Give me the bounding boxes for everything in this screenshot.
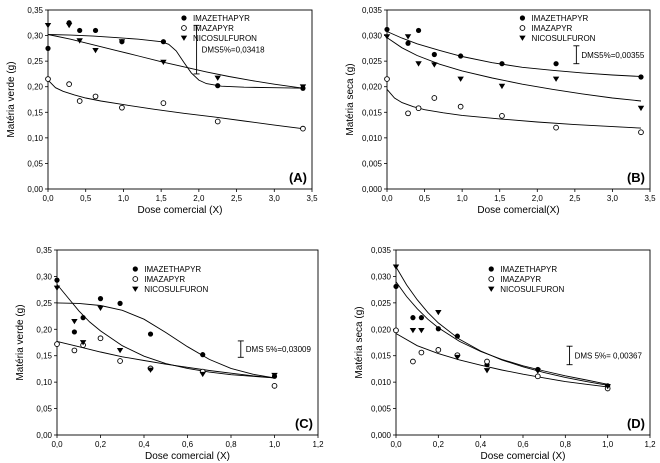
point-imazapyr <box>419 350 424 355</box>
point-imazapyr <box>554 125 559 130</box>
point-imazapyr <box>411 359 416 364</box>
point-imazethapyr <box>458 53 463 58</box>
x-tick-label: 0,2 <box>432 440 444 449</box>
panel-label: (A) <box>288 170 307 185</box>
legend-label: NICOSULFURON <box>144 285 209 294</box>
x-tick-label: 1,0 <box>268 440 281 449</box>
point-nicosulfuron <box>454 355 460 360</box>
dms-label: DMS5%=0,00355 <box>581 50 645 60</box>
point-imazethapyr <box>81 315 86 320</box>
x-tick-label: 1,2 <box>644 440 656 449</box>
point-imazapyr <box>46 77 51 82</box>
point-imazapyr <box>485 359 490 364</box>
point-nicosulfuron <box>54 286 60 291</box>
panel-label: (D) <box>626 416 645 431</box>
y-tick-label: 0,035 <box>361 6 382 15</box>
point-imazapyr <box>118 359 123 364</box>
point-nicosulfuron <box>638 106 644 111</box>
x-tick-label: 0,8 <box>559 440 571 449</box>
legend-label: NICOSULFURON <box>192 34 257 43</box>
dms-label: DMS5%=0,03418 <box>201 45 265 55</box>
legend-label: IMAZAPYR <box>144 275 186 284</box>
y-tick-label: 0,10 <box>36 378 52 388</box>
y-tick-label: 0,015 <box>361 108 382 118</box>
legend <box>519 14 595 43</box>
point-imazethapyr <box>98 296 103 301</box>
point-imazapyr <box>93 94 98 99</box>
y-tick-label: 0,30 <box>27 31 43 41</box>
point-imazethapyr <box>405 41 410 46</box>
point-nicosulfuron <box>147 368 153 373</box>
y-tick-label: 0,05 <box>36 404 52 414</box>
x-axis-title: Dose comercial (X) <box>137 205 223 216</box>
point-imazapyr <box>67 82 72 87</box>
point-nicosulfuron <box>457 77 463 82</box>
point-imazethapyr <box>553 61 558 66</box>
point-imazethapyr <box>215 83 220 88</box>
legend-marker-imazethapyr <box>520 15 525 20</box>
y-tick-label: 0,25 <box>36 298 52 308</box>
y-tick-label: 0,00 <box>36 431 52 440</box>
point-nicosulfuron <box>71 319 77 324</box>
point-imazethapyr <box>393 284 398 289</box>
fit-curve-imazethapyr <box>396 282 608 385</box>
x-tick-label: 2,0 <box>193 194 205 203</box>
fit-curve-nicosulfuron <box>387 38 641 101</box>
point-imazethapyr <box>416 28 421 33</box>
point-imazethapyr <box>455 334 460 339</box>
fit-curve-imazethapyr <box>57 303 275 378</box>
point-imazapyr <box>639 130 644 135</box>
point-imazapyr <box>458 104 463 109</box>
point-nicosulfuron <box>393 265 399 270</box>
point-nicosulfuron <box>66 23 72 28</box>
y-tick-label: 0,20 <box>27 82 43 92</box>
x-tick-label: 0,5 <box>419 194 431 203</box>
dms-label: DMS 5%=0,03009 <box>245 345 311 355</box>
fit-curve-imazapyr <box>387 89 641 128</box>
legend-label: IMAZAPYR <box>192 24 234 33</box>
x-axis-title: Dose comercial (X) <box>144 451 231 462</box>
y-axis-title: Matéria seca (g) <box>354 306 365 379</box>
y-tick-label: 0,010 <box>370 378 391 388</box>
legend-marker-nicosulfuron <box>132 287 138 292</box>
y-tick-label: 0,030 <box>370 272 391 282</box>
y-tick-label: 0,10 <box>27 133 43 143</box>
point-imazapyr <box>72 348 77 353</box>
y-tick-label: 0,025 <box>370 298 391 308</box>
x-tick-label: 3,0 <box>268 194 280 203</box>
point-imazapyr <box>416 106 421 111</box>
point-imazethapyr <box>432 52 437 57</box>
x-tick-label: 0,0 <box>390 440 402 449</box>
y-axis-title: Matéria verde (g) <box>6 61 17 138</box>
x-tick-label: 1,2 <box>312 440 324 449</box>
point-nicosulfuron <box>215 76 221 81</box>
panel-label: (C) <box>294 416 313 431</box>
panel-b <box>345 6 656 216</box>
x-tick-label: 0,5 <box>80 194 92 203</box>
y-tick-label: 0,30 <box>36 272 52 282</box>
point-imazethapyr <box>54 278 59 283</box>
y-axis-title: Matéria verde (g) <box>15 304 26 381</box>
point-imazapyr <box>98 336 103 341</box>
x-tick-label: 1,5 <box>494 194 506 203</box>
y-tick-label: 0,005 <box>361 159 382 169</box>
legend <box>488 265 564 294</box>
point-imazapyr <box>406 111 411 116</box>
x-tick-label: 3,5 <box>644 194 656 203</box>
y-tick-label: 0,00 <box>27 185 43 194</box>
y-axis-title: Matéria seca (g) <box>345 63 356 136</box>
point-nicosulfuron <box>415 61 421 66</box>
point-imazapyr <box>436 348 441 353</box>
y-tick-label: 0,030 <box>361 31 382 41</box>
point-imazapyr <box>535 374 540 379</box>
y-tick-label: 0,35 <box>36 246 52 255</box>
plot-frame <box>387 10 650 189</box>
point-imazethapyr <box>161 39 166 44</box>
legend-marker-imazethapyr <box>133 266 138 271</box>
x-tick-label: 1,0 <box>117 194 129 203</box>
point-imazapyr <box>385 77 390 82</box>
point-imazapyr <box>432 96 437 101</box>
legend-label: IMAZAPYR <box>500 275 542 284</box>
legend-marker-imazapyr <box>182 26 187 31</box>
point-nicosulfuron <box>435 310 441 315</box>
x-tick-label: 2,5 <box>231 194 243 203</box>
point-nicosulfuron <box>200 372 206 377</box>
x-tick-label: 3,5 <box>306 194 318 203</box>
panel-c <box>15 246 324 462</box>
plot-frame <box>48 10 312 189</box>
point-imazethapyr <box>93 28 98 33</box>
point-imazapyr <box>55 342 60 347</box>
y-tick-label: 0,020 <box>370 325 391 335</box>
point-imazethapyr <box>638 74 643 79</box>
x-tick-label: 0,6 <box>517 440 529 449</box>
x-tick-label: 0,8 <box>225 440 237 449</box>
x-tick-label: 0,6 <box>181 440 194 449</box>
point-imazapyr <box>215 119 220 124</box>
point-imazethapyr <box>384 27 389 32</box>
panel-d <box>354 246 656 462</box>
legend-label: IMAZAPYR <box>531 24 573 33</box>
legend <box>132 265 208 294</box>
point-imazapyr <box>272 383 277 388</box>
fit-curve-imazethapyr <box>48 35 303 89</box>
point-imazethapyr <box>148 331 153 336</box>
y-tick-label: 0,20 <box>36 325 52 335</box>
point-imazapyr <box>120 105 125 110</box>
y-tick-label: 0,010 <box>361 133 382 143</box>
legend-label: IMAZETHAPYR <box>500 265 558 274</box>
legend-marker-nicosulfuron <box>488 287 494 292</box>
point-imazapyr <box>500 113 505 118</box>
legend-label: NICOSULFURON <box>531 34 596 43</box>
fit-curve-nicosulfuron <box>57 284 275 378</box>
dms-label: DMS 5%= 0,00367 <box>574 351 642 361</box>
x-tick-label: 0,2 <box>94 440 107 449</box>
point-imazethapyr <box>117 301 122 306</box>
legend-marker-nicosulfuron <box>181 36 187 41</box>
legend-label: IMAZETHAPYR <box>531 14 589 23</box>
panel-label: (B) <box>626 170 645 185</box>
x-tick-label: 0,0 <box>381 194 393 203</box>
y-tick-label: 0,35 <box>27 6 43 15</box>
point-nicosulfuron <box>418 328 424 333</box>
fit-curve-imazapyr <box>57 341 275 378</box>
point-imazapyr <box>161 101 166 106</box>
point-imazethapyr <box>419 315 424 320</box>
point-nicosulfuron <box>484 368 490 373</box>
point-imazapyr <box>77 99 82 104</box>
y-tick-label: 0,015 <box>370 351 391 361</box>
y-tick-label: 0,005 <box>370 404 391 414</box>
point-imazethapyr <box>410 315 415 320</box>
legend-label: NICOSULFURON <box>500 285 565 294</box>
legend-label: IMAZETHAPYR <box>144 265 202 274</box>
point-imazapyr <box>394 328 399 333</box>
panel-a <box>6 6 318 216</box>
x-axis-title: Dose comercial(X) <box>477 205 560 216</box>
point-nicosulfuron <box>499 84 505 89</box>
y-tick-label: 0,15 <box>27 108 43 118</box>
y-tick-label: 0,035 <box>370 246 391 255</box>
point-nicosulfuron <box>97 306 103 311</box>
point-imazethapyr <box>77 28 82 33</box>
x-tick-label: 0,0 <box>51 440 63 449</box>
legend <box>181 14 257 43</box>
y-tick-label: 0,15 <box>36 351 52 361</box>
y-tick-label: 0,25 <box>27 57 43 67</box>
fit-curve-nicosulfuron <box>48 35 303 89</box>
x-tick-label: 1,5 <box>155 194 167 203</box>
x-tick-label: 0,4 <box>475 440 487 449</box>
y-tick-label: 0,000 <box>361 185 382 194</box>
x-axis-title: Dose comercial (X) <box>480 451 566 462</box>
point-imazethapyr <box>200 352 205 357</box>
point-imazethapyr <box>72 329 77 334</box>
legend-marker-nicosulfuron <box>519 36 525 41</box>
point-nicosulfuron <box>92 48 98 53</box>
point-nicosulfuron <box>45 23 51 28</box>
x-tick-label: 0,4 <box>138 440 150 449</box>
point-nicosulfuron <box>405 34 411 39</box>
y-tick-label: 0,020 <box>361 82 382 92</box>
point-nicosulfuron <box>431 62 437 67</box>
x-tick-label: 2,0 <box>531 194 543 203</box>
x-tick-label: 3,0 <box>606 194 618 203</box>
legend-marker-imazapyr <box>489 277 494 282</box>
point-imazethapyr <box>499 61 504 66</box>
legend-marker-imazethapyr <box>181 15 186 20</box>
point-nicosulfuron <box>410 328 416 333</box>
x-tick-label: 1,0 <box>456 194 468 203</box>
point-imazethapyr <box>436 326 441 331</box>
x-tick-label: 1,0 <box>602 440 614 449</box>
x-tick-label: 0,0 <box>42 194 54 203</box>
y-tick-label: 0,05 <box>27 159 43 169</box>
plot-frame <box>57 250 318 435</box>
legend-marker-imazapyr <box>133 277 138 282</box>
point-imazethapyr <box>45 46 50 51</box>
legend-label: IMAZETHAPYR <box>192 14 250 23</box>
x-tick-label: 2,5 <box>569 194 581 203</box>
legend-marker-imazapyr <box>520 26 525 31</box>
y-tick-label: 0,025 <box>361 57 382 67</box>
legend-marker-imazethapyr <box>489 266 494 271</box>
y-tick-label: 0,000 <box>370 431 391 440</box>
point-imazapyr <box>301 126 306 131</box>
point-nicosulfuron <box>553 77 559 82</box>
point-nicosulfuron <box>117 348 123 353</box>
